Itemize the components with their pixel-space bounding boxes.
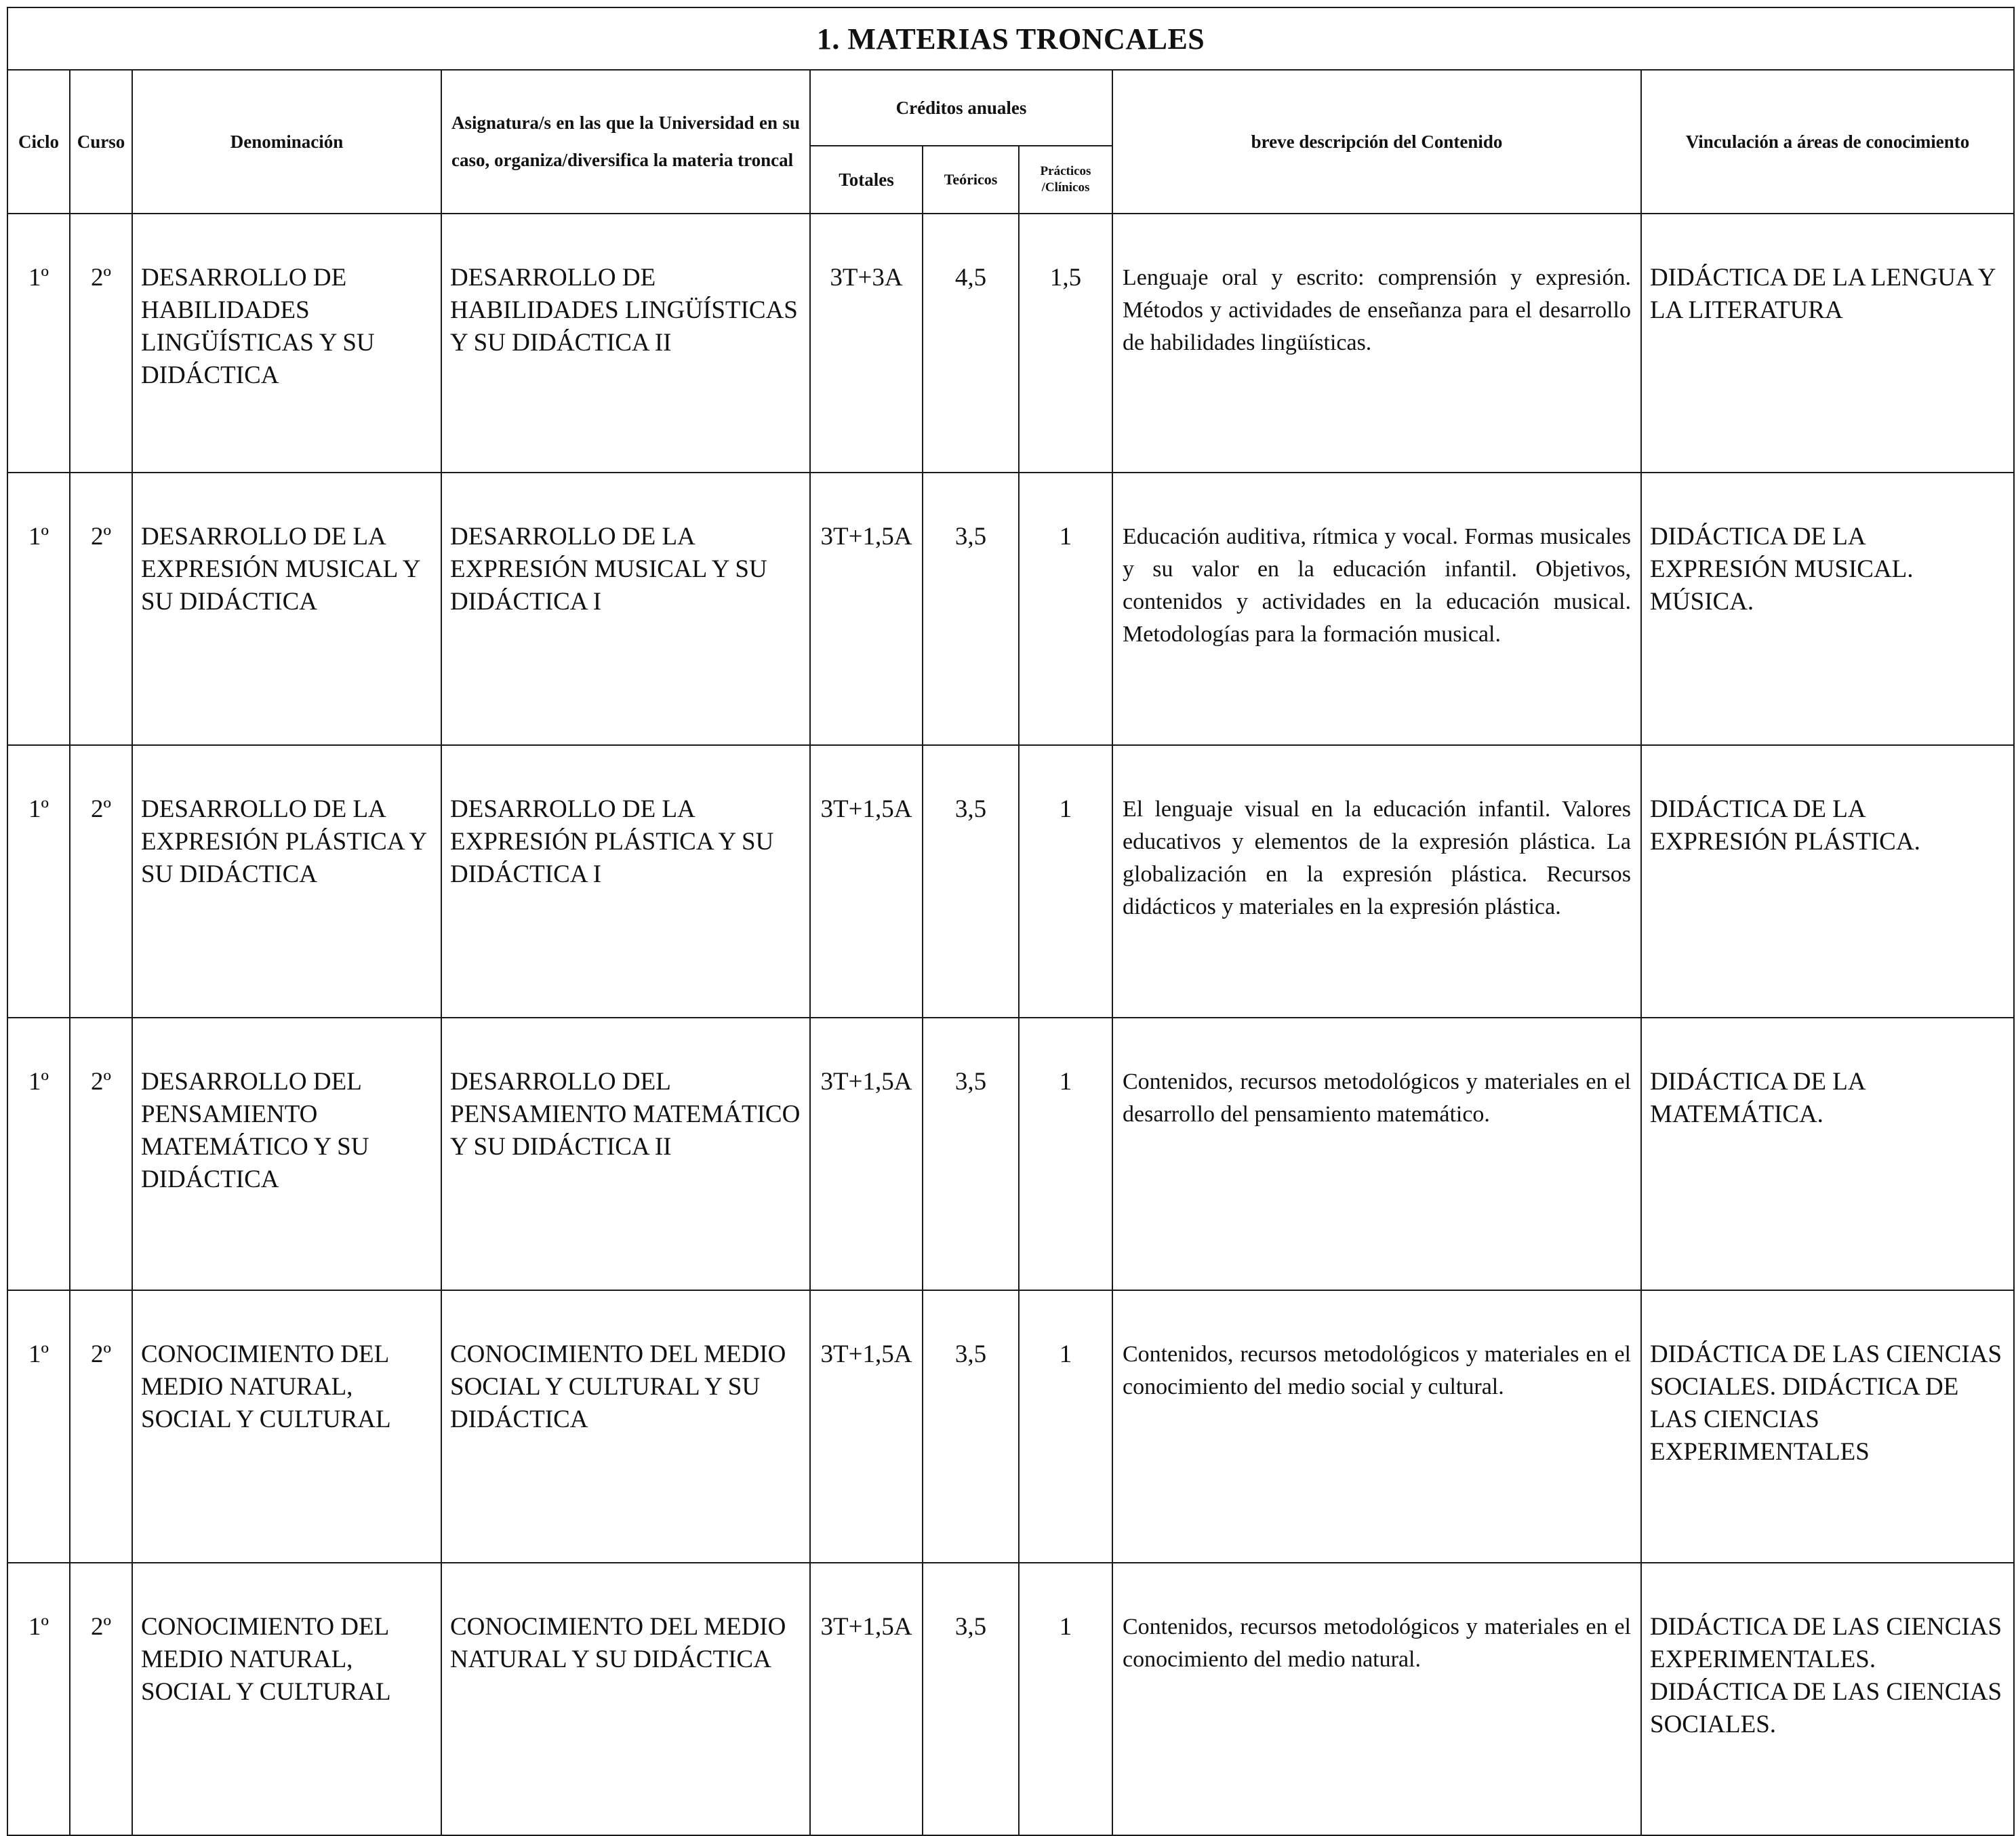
- cell-denominacion: DESARROLLO DEL PENSAMIENTO MATEMÁTICO Y SU DIDÁCTICA: [132, 1018, 441, 1290]
- header-denominacion: Denominación: [132, 70, 441, 214]
- table-title-cell: [7, 7, 2014, 70]
- cell-vinculacion: DIDÁCTICA DE LA EXPRESIÓN PLÁSTICA.: [1641, 745, 2014, 1018]
- table-row: [7, 1290, 2014, 1563]
- cell-denominacion: CONOCIMIENTO DEL MEDIO NATURAL, SOCIAL Y CULTURAL: [132, 1290, 441, 1563]
- header-ciclo: Ciclo: [7, 70, 70, 214]
- cell-vinculacion: DIDÁCTICA DE LA MATEMÁTICA.: [1641, 1018, 2014, 1290]
- cell-totales: 3T+3A: [810, 214, 923, 473]
- header-creditos: Créditos anuales: [810, 70, 1112, 146]
- table-title: 1. MATERIAS TRONCALES: [816, 22, 1205, 56]
- cell-descripcion: Contenidos, recursos metodológicos y materiales en el desarrollo del pensamiento matemático.: [1112, 1018, 1641, 1290]
- cell-descripcion: Lenguaje oral y escrito: comprensión y expresión. Métodos y actividades de enseñanza para el desarrollo de habilidades lingüísticas.: [1112, 214, 1641, 473]
- cell-ciclo: 1º: [7, 473, 70, 745]
- cell-ciclo: 1º: [7, 745, 70, 1018]
- cell-asignatura: DESARROLLO DE LA EXPRESIÓN PLÁSTICA Y SU DIDÁCTICA I: [441, 745, 810, 1018]
- header-totales: Totales: [810, 146, 923, 214]
- table-row: [7, 214, 2014, 473]
- cell-descripcion: Contenidos, recursos metodológicos y materiales en el conocimiento del medio social y cultural.: [1112, 1290, 1641, 1563]
- table-row: [7, 1018, 2014, 1290]
- cell-totales: 3T+1,5A: [810, 473, 923, 745]
- cell-practicos: 1: [1019, 1290, 1112, 1563]
- cell-ciclo: 1º: [7, 1018, 70, 1290]
- header-descripcion: breve descripción del Contenido: [1112, 70, 1641, 214]
- cell-teoricos: 3,5: [923, 745, 1019, 1018]
- header-teoricos: Teóricos: [923, 146, 1019, 214]
- cell-asignatura: DESARROLLO DE HABILIDADES LINGÜÍSTICAS Y SU DIDÁCTICA II: [441, 214, 810, 473]
- header-asignaturas: Asignatura/s en las que la Universidad en su caso, organiza/diversifica la materia troncal: [441, 70, 810, 214]
- cell-denominacion: DESARROLLO DE LA EXPRESIÓN MUSICAL Y SU DIDÁCTICA: [132, 473, 441, 745]
- cell-asignatura: DESARROLLO DEL PENSAMIENTO MATEMÁTICO Y SU DIDÁCTICA II: [441, 1018, 810, 1290]
- cell-teoricos: 3,5: [923, 473, 1019, 745]
- header-practicos: Prácticos /Clínicos: [1019, 146, 1112, 214]
- cell-totales: 3T+1,5A: [810, 1290, 923, 1563]
- cell-practicos: 1: [1019, 745, 1112, 1018]
- cell-asignatura: DESARROLLO DE LA EXPRESIÓN MUSICAL Y SU DIDÁCTICA I: [441, 473, 810, 745]
- cell-vinculacion: DIDÁCTICA DE LAS CIENCIAS SOCIALES. DIDÁCTICA DE LAS CIENCIAS EXPERIMENTALES: [1641, 1290, 2014, 1563]
- table-row: [7, 473, 2014, 745]
- cell-practicos: 1: [1019, 1018, 1112, 1290]
- header-row: [7, 70, 2014, 146]
- table-row: [7, 745, 2014, 1018]
- cell-practicos: 1: [1019, 1563, 1112, 1835]
- cell-totales: 3T+1,5A: [810, 745, 923, 1018]
- materias-troncales-table: [7, 7, 2015, 1836]
- cell-teoricos: 3,5: [923, 1018, 1019, 1290]
- cell-totales: 3T+1,5A: [810, 1018, 923, 1290]
- cell-ciclo: 1º: [7, 1290, 70, 1563]
- cell-teoricos: 4,5: [923, 214, 1019, 473]
- cell-curso: 2º: [70, 1018, 132, 1290]
- cell-curso: 2º: [70, 473, 132, 745]
- cell-teoricos: 3,5: [923, 1563, 1019, 1835]
- cell-practicos: 1: [1019, 473, 1112, 745]
- cell-vinculacion: DIDÁCTICA DE LA LENGUA Y LA LITERATURA: [1641, 214, 2014, 473]
- cell-ciclo: 1º: [7, 1563, 70, 1835]
- cell-vinculacion: DIDÁCTICA DE LAS CIENCIAS EXPERIMENTALES. DIDÁCTICA DE LAS CIENCIAS SOCIALES.: [1641, 1563, 2014, 1835]
- cell-descripcion: Educación auditiva, rítmica y vocal. Formas musicales y su valor en la educación infantil. Objetivos, contenidos y actividades en la educación musical. Metodologías para la formación musical.: [1112, 473, 1641, 745]
- cell-curso: 2º: [70, 1563, 132, 1835]
- header-curso: Curso: [70, 70, 132, 214]
- cell-curso: 2º: [70, 745, 132, 1018]
- cell-vinculacion: DIDÁCTICA DE LA EXPRESIÓN MUSICAL. MÚSICA.: [1641, 473, 2014, 745]
- cell-asignatura: CONOCIMIENTO DEL MEDIO NATURAL Y SU DIDÁCTICA: [441, 1563, 810, 1835]
- cell-asignatura: CONOCIMIENTO DEL MEDIO SOCIAL Y CULTURAL Y SU DIDÁCTICA: [441, 1290, 810, 1563]
- cell-curso: 2º: [70, 214, 132, 473]
- cell-denominacion: CONOCIMIENTO DEL MEDIO NATURAL, SOCIAL Y CULTURAL: [132, 1563, 441, 1835]
- cell-ciclo: 1º: [7, 214, 70, 473]
- cell-teoricos: 3,5: [923, 1290, 1019, 1563]
- cell-totales: 3T+1,5A: [810, 1563, 923, 1835]
- table-row: [7, 1563, 2014, 1835]
- cell-descripcion: El lenguaje visual en la educación infantil. Valores educativos y elementos de la expresión plástica. La globalización en la expresión plástica. Recursos didácticos y materiales en la expresión plástica.: [1112, 745, 1641, 1018]
- cell-descripcion: Contenidos, recursos metodológicos y materiales en el conocimiento del medio natural.: [1112, 1563, 1641, 1835]
- cell-denominacion: DESARROLLO DE LA EXPRESIÓN PLÁSTICA Y SU DIDÁCTICA: [132, 745, 441, 1018]
- cell-practicos: 1,5: [1019, 214, 1112, 473]
- cell-curso: 2º: [70, 1290, 132, 1563]
- cell-denominacion: DESARROLLO DE HABILIDADES LINGÜÍSTICAS Y SU DIDÁCTICA: [132, 214, 441, 473]
- header-vinculacion: Vinculación a áreas de conocimiento: [1641, 70, 2014, 214]
